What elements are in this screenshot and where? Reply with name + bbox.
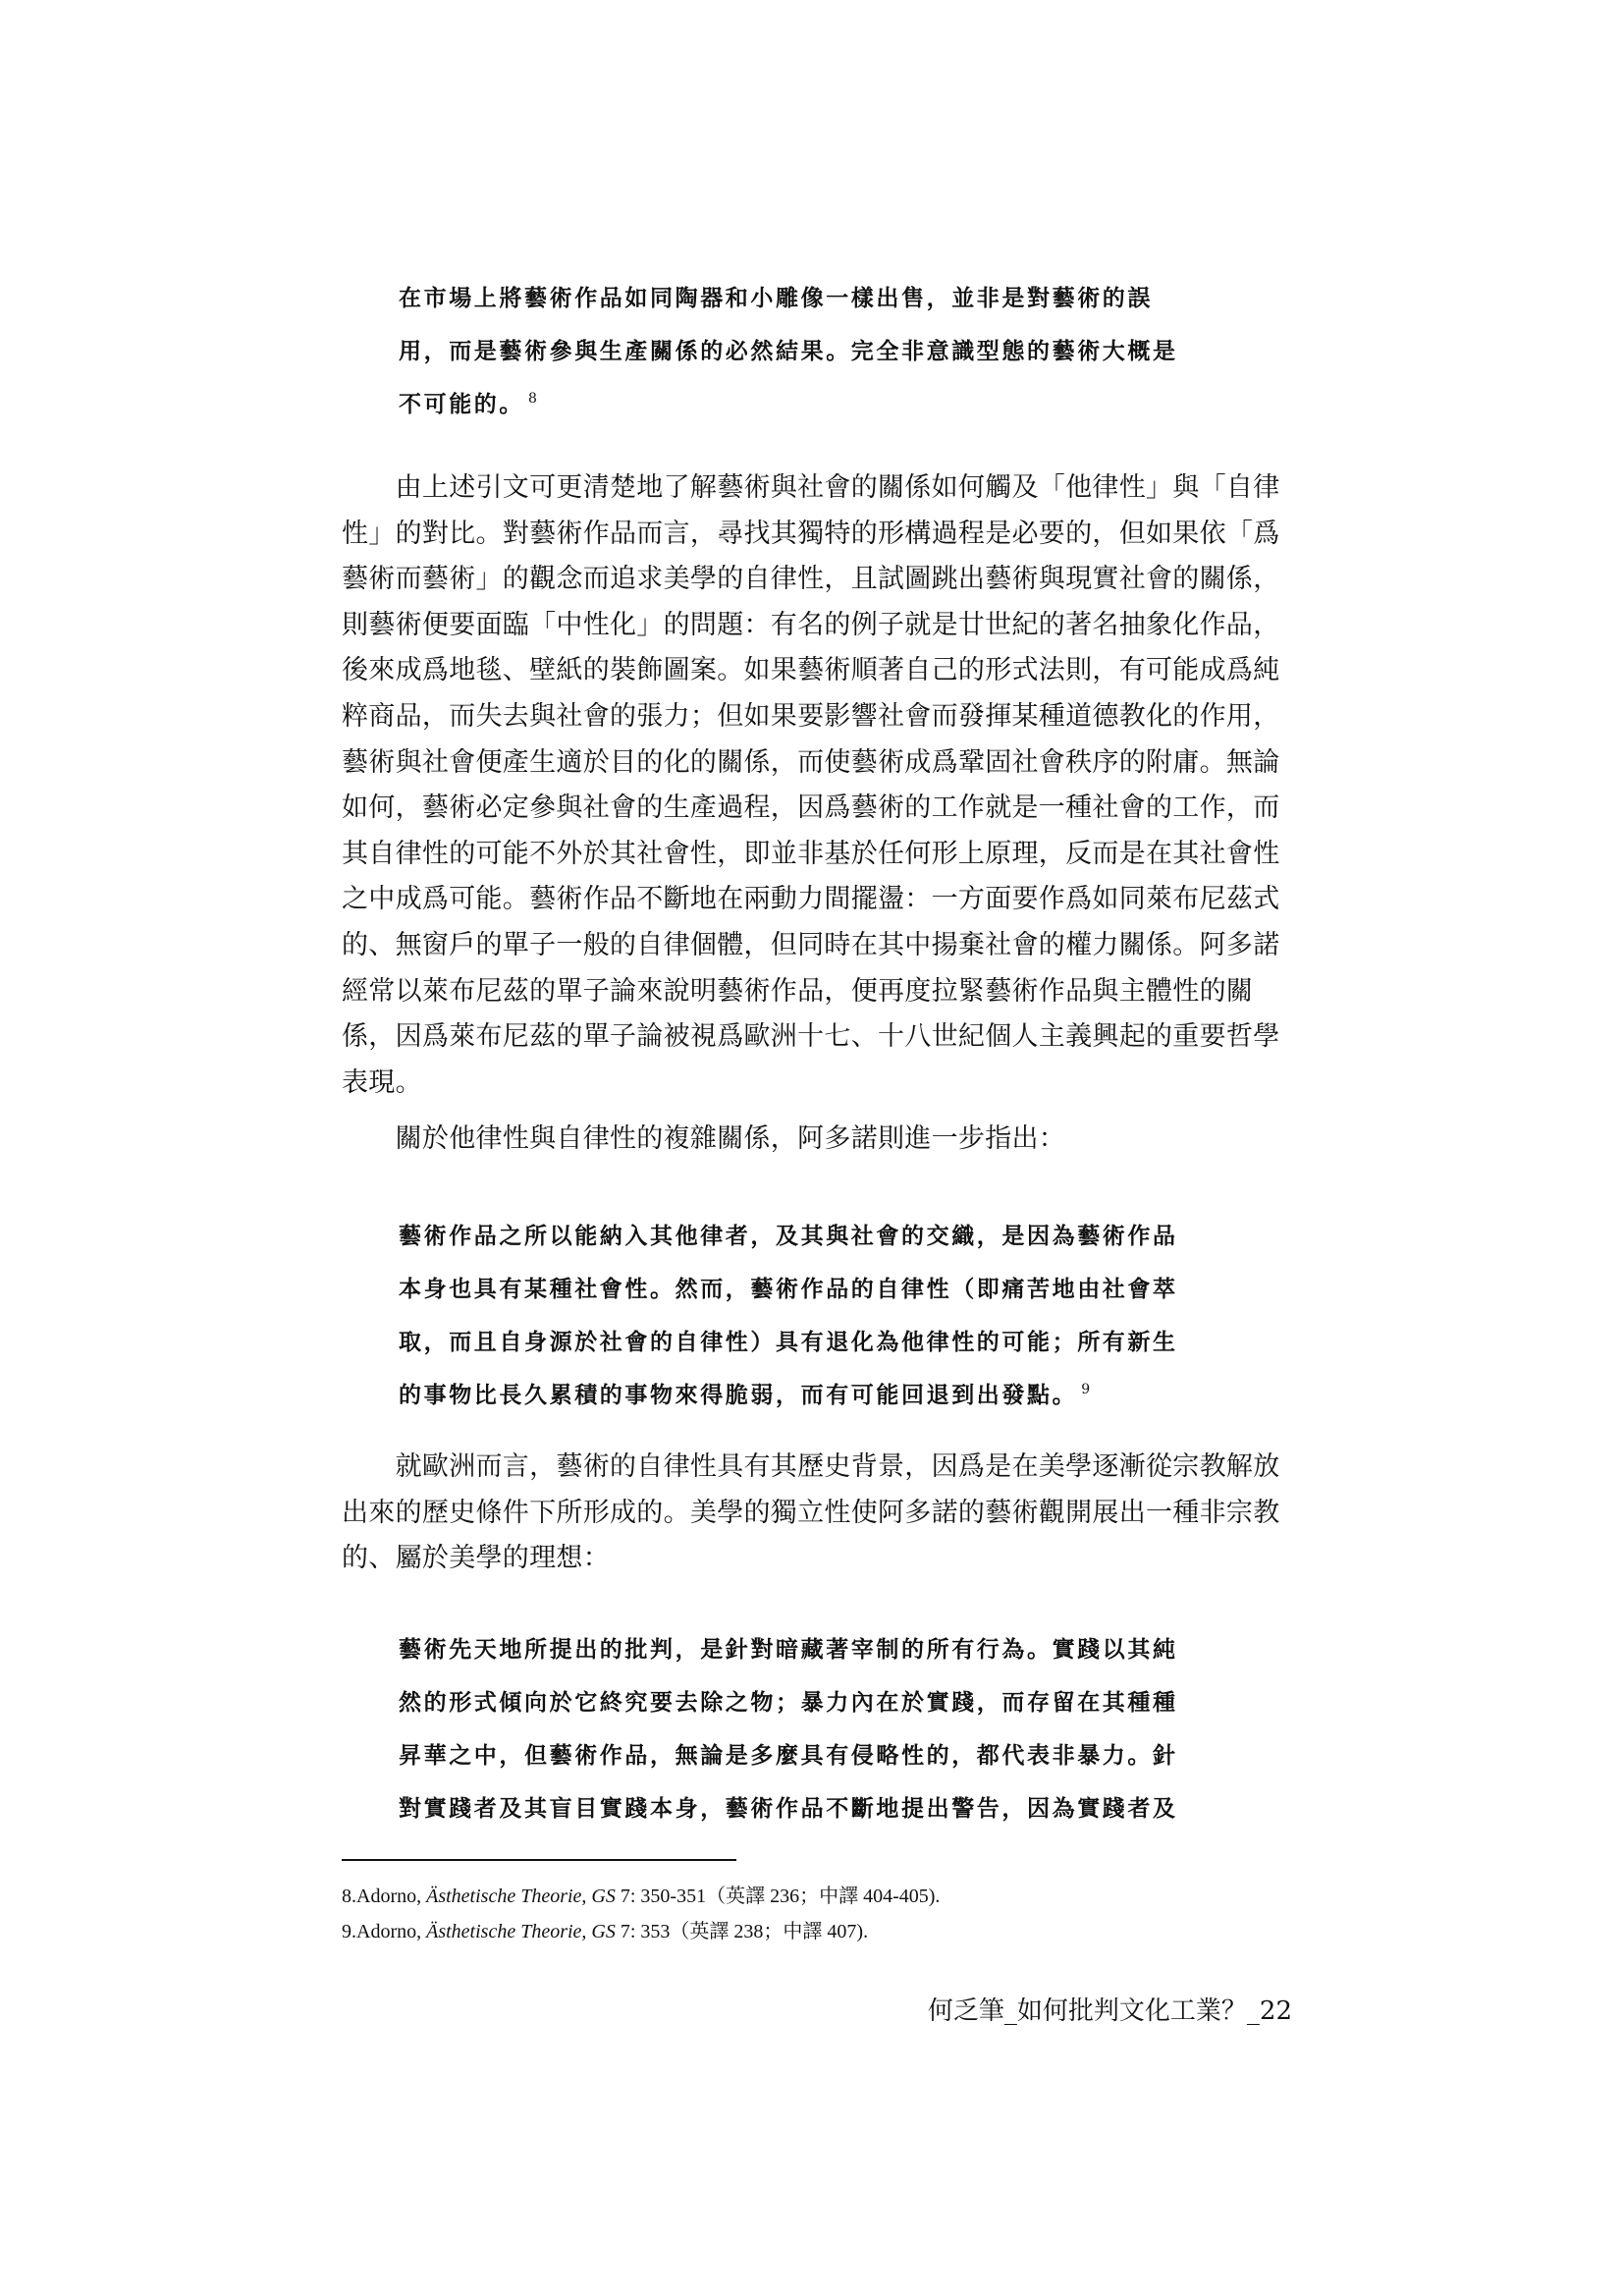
paragraph-line: 性」的對比。對藝術作品而言，尋找其獨特的形構過程是必要的，但如果依「爲: [342, 518, 1280, 549]
paragraph-line: 粹商品，而失去與社會的張力；但如果要影響社會而發揮某種道德教化的作用，: [342, 700, 1280, 732]
quote-line: 藝術作品之所以能納入其他律者，及其與社會的交織，是因為藝術作品: [399, 1223, 1178, 1249]
paragraph-line: 經常以萊布尼茲的單子論來說明藝術作品，便再度拉緊藝術作品與主體性的關: [342, 975, 1254, 1007]
footnote-rest: 7: 350-351（英譯 236；中譯 404-405).: [615, 1886, 941, 1907]
footnote-ref-8[interactable]: 8: [528, 391, 540, 408]
quote-line: 昇華之中，但藝術作品，無論是多麼具有侵略性的，都代表非暴力。針: [399, 1742, 1178, 1769]
footnote-sep: ,: [581, 1921, 592, 1942]
quote-line-text: 的事物比長久累積的事物來得脆弱，而有可能回退到出發點。: [399, 1382, 1078, 1408]
footnote-title: Ästhetische Theorie: [426, 1886, 582, 1907]
footnote-prefix: 8.Adorno,: [342, 1886, 427, 1907]
block-quote-2: [399, 1210, 1247, 1422]
paragraph-line: 則藝術便要面臨「中性化」的問題：有名的例子就是廿世紀的著名抽象化作品，: [342, 609, 1280, 640]
quote-line: [399, 378, 1247, 431]
body-paragraph-1: [342, 465, 1294, 1106]
paragraph-line: 如何，藝術必定參與社會的生產過程，因爲藝術的工作就是一種社會的工作，而: [342, 793, 1280, 824]
quote-line: 取，而且自身源於社會的自律性）具有退化為他律性的可能；所有新生: [399, 1329, 1178, 1355]
footnote-rest: 7: 353（英譯 238；中譯 407).: [615, 1921, 869, 1942]
footnote-series: GS: [591, 1921, 616, 1942]
footnote-prefix: 9.Adorno,: [342, 1921, 427, 1942]
paragraph-line: 藝術而藝術」的觀念而追求美學的自律性，且試圖跳出藝術與現實社會的關係，: [342, 564, 1280, 595]
footnote-separator: [342, 1859, 736, 1861]
block-quote-1: [399, 272, 1247, 431]
paragraph-line: 之中成爲可能。藝術作品不斷地在兩動力間擺盪：一方面要作爲如同萊布尼茲式: [342, 884, 1280, 915]
quote-line-text: 不可能的。: [399, 391, 524, 417]
footnote-8: [342, 1882, 1304, 1911]
paragraph-line: 的、屬於美學的理想：: [342, 1543, 610, 1574]
quote-line: 在市場上將藝術作品如同陶器和小雕像一樣出售，並非是對藝術的誤: [399, 285, 1153, 311]
footnote-ref-9[interactable]: 9: [1081, 1382, 1093, 1398]
block-quote-3: [399, 1623, 1247, 1835]
footnote-title: Ästhetische Theorie: [426, 1921, 582, 1942]
quote-line: 然的形式傾向於它終究要去除之物；暴力內在於實踐，而存留在其種種: [399, 1689, 1178, 1716]
footnote-9: [342, 1917, 1304, 1946]
body-paragraph-3: [342, 1445, 1294, 1582]
quote-line: 用，而是藝術參與生產關係的必然結果。完全非意識型態的藝術大概是: [399, 338, 1178, 364]
paragraph-line: 由上述引文可更清楚地了解藝術與社會的關係如何觸及「他律性」與「自律: [342, 472, 1280, 503]
paragraph-line: 的、無窗戶的單子一般的自律個體，但同時在其中揚棄社會的權力關係。阿多諾: [342, 929, 1280, 960]
paragraph-line: 關於他律性與自律性的複雜關係，阿多諾則進一步指出：: [342, 1123, 1066, 1154]
quote-line: 對實踐者及其盲目實踐本身，藝術作品不斷地提出警告，因為實踐者及: [399, 1795, 1178, 1822]
running-footer: 何乏筆_如何批判文化工業？_22: [927, 1996, 1292, 2026]
paragraph-line: 表現。: [342, 1066, 422, 1098]
paragraph-line: 後來成爲地毯、壁紙的裝飾圖案。如果藝術順著自己的形式法則，有可能成爲純: [342, 655, 1280, 686]
paragraph-line: 其自律性的可能不外於其社會性，即並非基於任何形上原理，反而是在其社會性: [342, 838, 1280, 869]
quote-line: 本身也具有某種社會性。然而，藝術作品的自律性（即痛苦地由社會萃: [399, 1276, 1178, 1302]
body-paragraph-2: [342, 1117, 1294, 1163]
paragraph-line: 出來的歷史條件下所形成的。美學的獨立性使阿多諾的藝術觀開展出一種非宗教: [342, 1497, 1280, 1528]
footnote-series: GS: [591, 1886, 616, 1907]
paragraph-line: 藝術與社會便產生適於目的化的關係，而使藝術成爲鞏固社會秩序的附庸。無論: [342, 746, 1280, 778]
quote-line: 藝術先天地所提出的批判，是針對暗藏著宰制的所有行為。實踐以其純: [399, 1636, 1178, 1663]
quote-line: [399, 1369, 1247, 1422]
paragraph-line: 就歐洲而言，藝術的自律性具有其歷史背景，因爲是在美學逐漸從宗教解放: [342, 1451, 1280, 1482]
paragraph-line: 係，因爲萊布尼茲的單子論被視爲歐洲十七、十八世紀個人主義興起的重要哲學: [342, 1021, 1280, 1053]
footnote-sep: ,: [581, 1886, 592, 1907]
